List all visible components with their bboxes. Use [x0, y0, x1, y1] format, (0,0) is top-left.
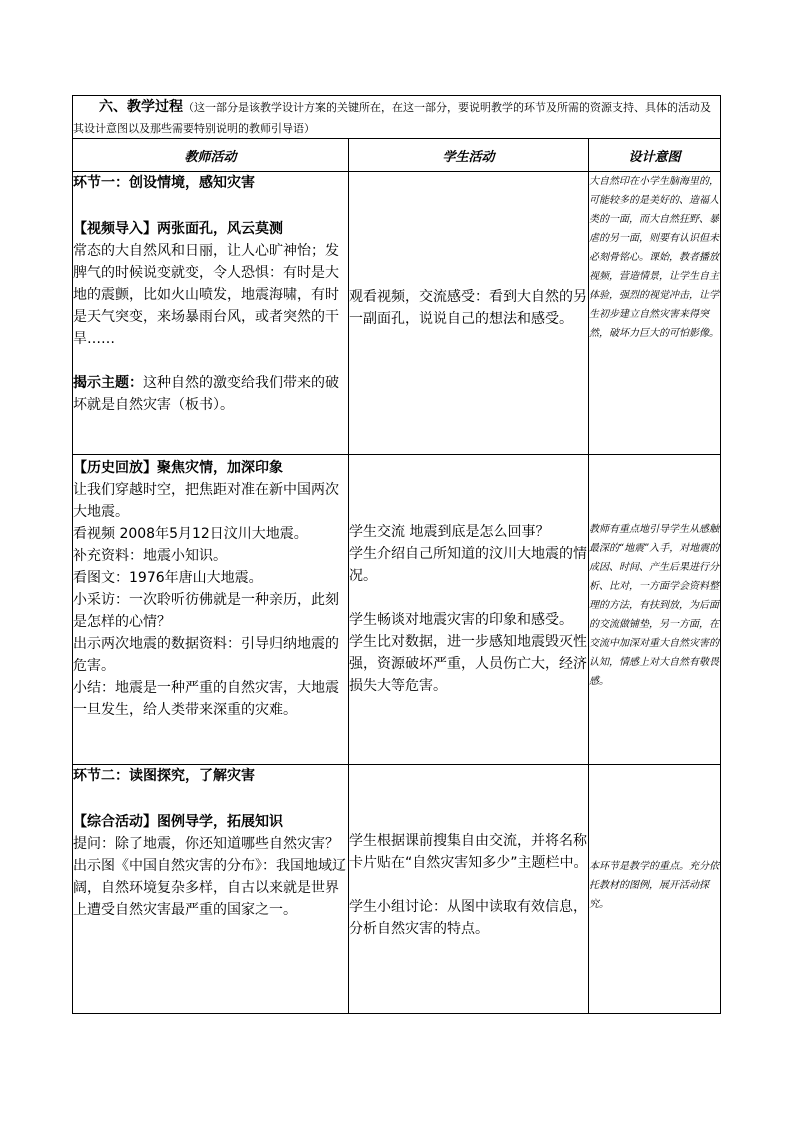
section-title: 六、教学过程	[99, 99, 183, 115]
teacher-text: 出示两次地震的数据资料：引导归纳地震的危害。	[73, 636, 339, 674]
table-row	[73, 455, 721, 765]
student-activity-cell	[349, 172, 589, 455]
student-text: 学生交流 地震到底是怎么回事？	[349, 524, 550, 540]
teacher-text: 让我们穿越时空，把焦距对准在新中国两次大地震。	[73, 482, 339, 520]
activity-bracket-label: 【历史回放】	[73, 460, 157, 476]
table-row	[73, 765, 721, 1014]
teacher-text: 出示图《中国自然灾害的分布》：我国地域辽阔，自然环境复杂多样，自古以来就是世界上遭受自然灾害最严重的国家之一。	[73, 858, 346, 918]
activity-title: 两张面孔，风云莫测	[157, 221, 283, 237]
design-intent-cell	[589, 455, 721, 765]
column-header-teacher: 教师活动	[73, 139, 349, 172]
teacher-text	[73, 372, 348, 416]
teacher-activity-cell	[73, 765, 349, 1014]
teacher-activity-cell	[73, 172, 349, 455]
stage-title: 环节一：创设情境，感知灾害	[73, 175, 255, 191]
student-text: 学生小组讨论：从图中读取有效信息，分析自然灾害的特点。	[349, 899, 587, 937]
column-header-design: 设计意图	[589, 139, 721, 172]
reveal-label: 揭示主题：	[73, 375, 143, 391]
teacher-text: 提问：除了地震，你还知道哪些自然灾害？	[73, 836, 339, 852]
teacher-text: 补充资料：地震小知识。	[73, 548, 227, 564]
student-text: 学生畅谈对地震灾害的印象和感受。	[349, 612, 573, 628]
teacher-text: 常态的大自然风和日丽，让人心旷神怡；发脾气的时候说变就变，令人恐惧：有时是大地的震颤，比如火山喷发，地震海啸，有时是天气突变，来场暴雨台风，或者突然的干旱……	[73, 243, 339, 347]
section-note: （这一部分是该教学设计方案的关键所在，在这一部分，要说明教学的环节及所需的资源支持、具体的活动及其设计意图以及那些需要特别说明的教师引导语）	[73, 101, 711, 135]
student-text: 观看视频，交流感受：看到大自然的另一副面孔，说说自己的想法和感受。	[349, 288, 587, 327]
student-text: 学生介绍自己所知道的汶川大地震的情况。	[349, 546, 587, 584]
design-text: 本环节是教学的重点。充分依托教材的图例，展开活动探究。	[589, 860, 719, 910]
column-header-row	[73, 139, 721, 172]
teacher-text: 看图文：1976年唐山大地震。	[73, 570, 263, 586]
activity-subtitle	[73, 218, 348, 240]
teacher-text: 看视频 2008年5月12日汶川大地震。	[73, 526, 308, 542]
student-activity-cell	[349, 765, 589, 1014]
activity-bracket-label: 【综合活动】	[73, 814, 157, 830]
table-row	[73, 172, 721, 455]
activity-bracket-label: 【视频导入】	[73, 221, 157, 237]
design-intent-cell	[589, 765, 721, 1014]
reveal-text: 这种自然的激变给我们带来的破坏就是自然灾害（板书）。	[73, 375, 339, 413]
activity-title: 聚焦灾情，加深印象	[157, 460, 283, 476]
column-header-student: 学生活动	[349, 139, 589, 172]
stage-title: 环节二：读图探究，了解灾害	[73, 768, 255, 784]
student-activity-cell	[349, 455, 589, 765]
student-text: 学生比对数据，进一步感知地震毁灭性强，资源破坏严重，人员伤亡大，经济损失大等危害。	[349, 634, 587, 694]
design-intent-cell: 大自然印在小学生脑海里的，可能较多的是美好的、造福人类的一面，而大自然狂野、暴虐的另一面，则要有认识但未必刻骨铭心。课始，教者播放视频，营造情景，让学生自主体验，强烈的视觉冲击，让学生初步建立自然灾害来得突然，破坏力巨大的可怕影像。	[589, 172, 721, 455]
section-header	[73, 96, 721, 139]
student-text: 学生根据课前搜集自由交流，并将名称卡片贴在“自然灾害知多少”主题栏中。	[349, 833, 588, 871]
teacher-text: 小结：地震是一种严重的自然灾害，大地震一旦发生，给人类带来深重的灾难。	[73, 680, 339, 718]
teacher-activity-cell	[73, 455, 349, 765]
design-text: 教师有重点地引导学生从感触最深的“地震”入手，对地震的成因、时间、产生后果进行分析、比对，一方面学会资料整理的方法，有扶到放，为后面的交流做铺垫，另一方面，在交流中加深对重大自然灾害的认知，情感上对大自然有敬畏感。	[589, 523, 720, 687]
activity-subtitle	[73, 457, 348, 479]
lesson-process-table	[72, 95, 721, 1014]
teacher-text: 小采访：一次聆听彷佛就是一种亲历，此刻是怎样的心情？	[73, 592, 339, 630]
activity-subtitle	[73, 811, 348, 833]
activity-title: 图例导学，拓展知识	[157, 814, 283, 830]
